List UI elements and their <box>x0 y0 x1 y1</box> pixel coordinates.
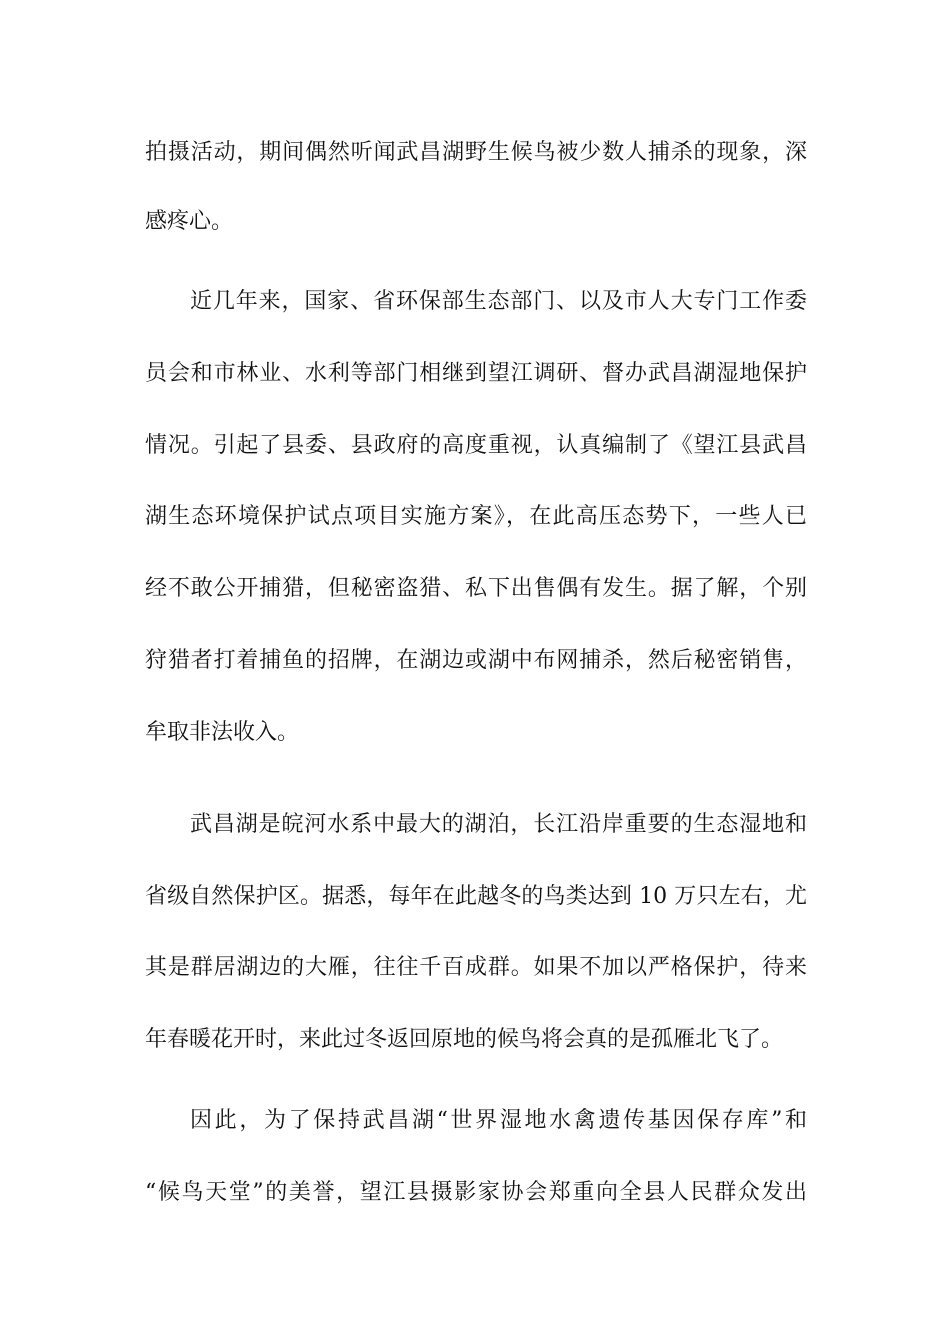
text-line-8: 狩猎者打着捕鱼的招牌，在湖边或湖中布网捕杀，然后秘密销售， <box>145 648 807 673</box>
text-line-14: 因此，为了保持武昌湖“世界湿地水禽遗传基因保存库”和 <box>190 1108 807 1133</box>
text-line-5: 情况。引起了县委、县政府的高度重视，认真编制了《望江县武昌 <box>145 433 807 458</box>
text-line-12: 其是群居湖边的大雁，往往千百成群。如果不加以严格保护，待来 <box>145 955 807 980</box>
text-line-2: 感疼心。 <box>145 209 234 234</box>
text-line-6: 湖生态环境保护试点项目实施方案》，在此高压态势下，一些人已 <box>145 504 807 529</box>
text-line-7: 经不敢公开捕猎，但秘密盗猎、私下出售偶有发生。据了解，个别 <box>145 576 807 601</box>
text-line-10: 武昌湖是皖河水系中最大的湖泊，长江沿岸重要的生态湿地和 <box>190 812 807 837</box>
text-line-9: 牟取非法收入。 <box>145 720 300 745</box>
text-line-4: 员会和市林业、水利等部门相继到望江调研、督办武昌湖湿地保护 <box>145 361 807 386</box>
text-line-1: 拍摄活动，期间偶然听闻武昌湖野生候鸟被少数人捕杀的现象，深 <box>145 140 807 165</box>
text-line-3: 近几年来，国家、省环保部生态部门、以及市人大专门工作委 <box>190 289 807 314</box>
text-line-11: 省级自然保护区。据悉，每年在此越冬的鸟类达到 10 万只左右，尤 <box>145 884 807 909</box>
text-line-13: 年春暖花开时，来此过冬返回原地的候鸟将会真的是孤雁北飞了。 <box>145 1027 784 1052</box>
text-line-15: “候鸟天堂”的美誉，望江县摄影家协会郑重向全县人民群众发出 <box>145 1180 807 1205</box>
